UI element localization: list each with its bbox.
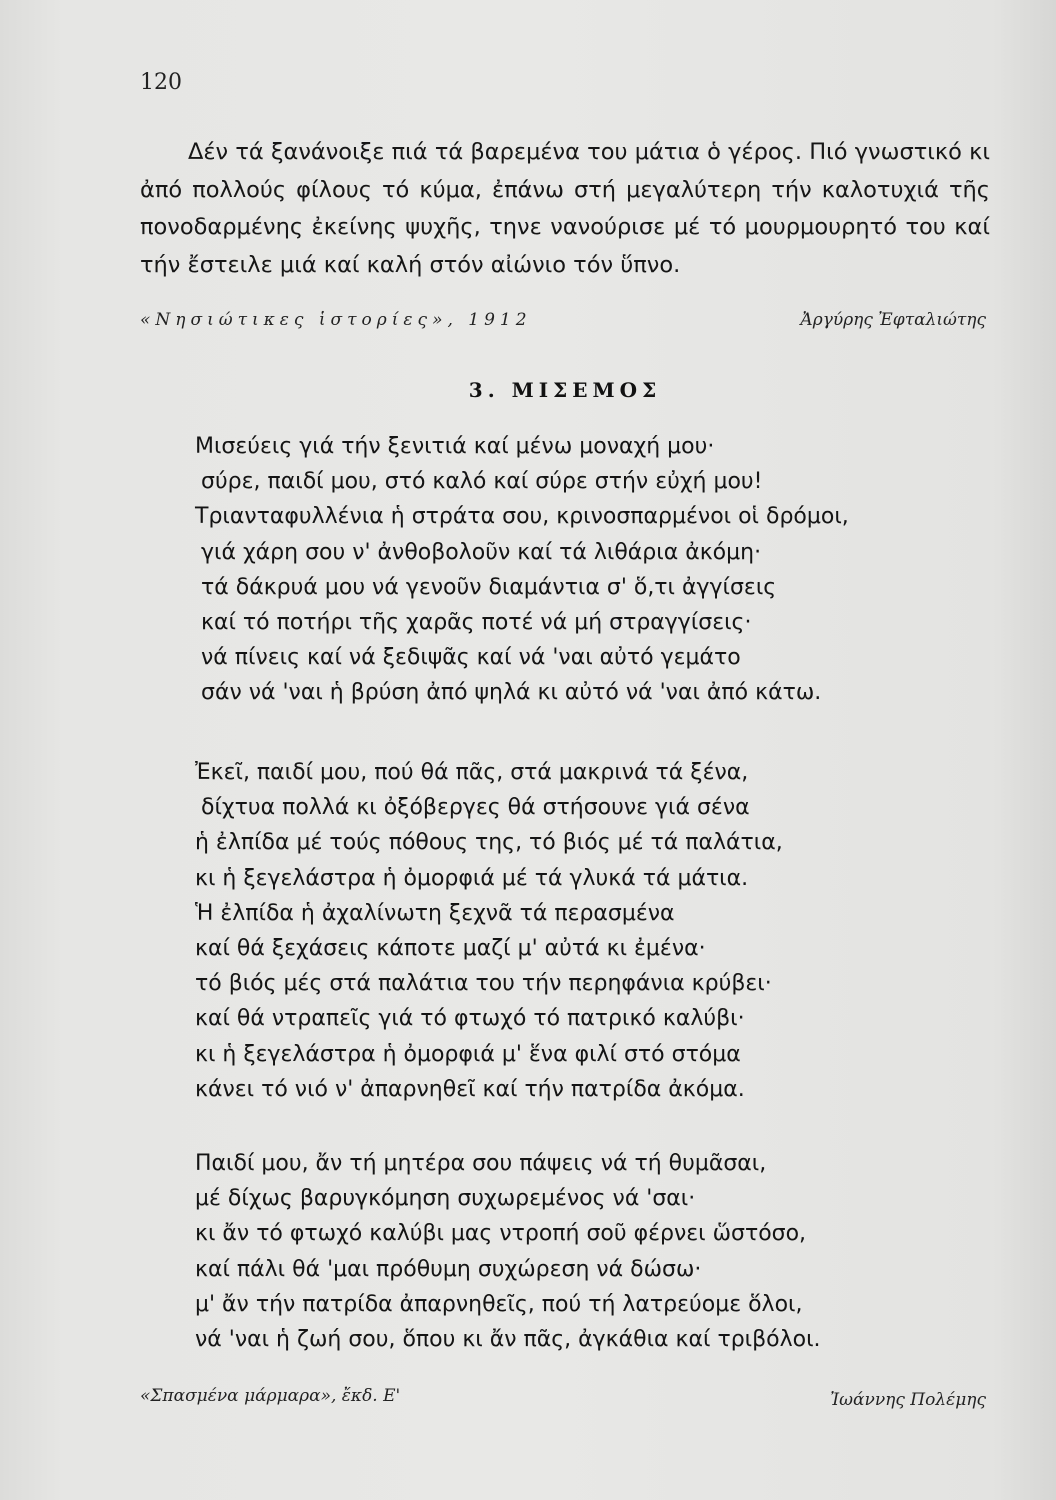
stanza-3 xyxy=(195,1146,1015,1357)
poem-line: μέ δίχως βαρυγκόμηση συχωρεμένος νά 'σαι· xyxy=(195,1186,696,1212)
poem-credit xyxy=(140,1386,986,1410)
poem-line: ἡ ἐλπίδα μέ τούς πόθους της, τό βιός μέ τά παλάτια, xyxy=(195,830,783,856)
poem-line: κάνει τό νιό ν' ἀπαρνηθεῖ καί τήν πατρίδα ἀκόμα. xyxy=(195,1076,745,1102)
page-number: 120 xyxy=(140,70,182,95)
source-title: «Νησιώτικες ἱστορίες», 1912 xyxy=(140,310,532,330)
poem-line: Ἡ ἐλπίδα ἡ ἀχαλίνωτη ξεχνᾶ τά περασμένα xyxy=(195,900,675,926)
poem-line: κι ἡ ξεγελάστρα ἡ ὀμορφιά μ' ἕνα φιλί στό στόμα xyxy=(195,1041,741,1067)
poem-line: νά 'ναι ἡ ζωή σου, ὅπου κι ἄν πᾶς, ἀγκάθια καί τριβόλοι. xyxy=(195,1326,821,1352)
stanza-2 xyxy=(195,755,1015,1107)
poem-line: Ἐκεῖ, παιδί μου, πού θά πᾶς, στά μακρινά τά ξένα, xyxy=(195,760,749,785)
poem-line: κι ἡ ξεγελάστρα ἡ ὀμορφιά μέ τά γλυκά τά μάτια. xyxy=(195,865,749,891)
poem-line: καί θά ξεχάσεις κάποτε μαζί μ' αὐτά κι ἐμένα· xyxy=(195,935,706,961)
poem-line: Μισεύεις γιά τήν ξενιτιά καί μένω μοναχή μου· xyxy=(195,434,715,459)
poem-line: σύρε, παιδί μου, στό καλό καί σύρε στήν εὐχή μου! xyxy=(201,469,763,495)
credit-author: Ἰωάννης Πολέμης xyxy=(830,1390,986,1410)
stanza-1 xyxy=(195,429,1015,711)
poem-line: καί θά ντραπεῖς γιά τό φτωχό τό πατρικό καλύβι· xyxy=(195,1006,745,1032)
poem-line: μ' ἄν τήν πατρίδα ἀπαρνηθεῖς, πού τή λατρεύομε ὅλοι, xyxy=(195,1291,803,1317)
poem-line: τό βιός μές στά παλάτια του τήν περηφάνια κρύβει· xyxy=(195,971,772,997)
poem-line: Τριανταφυλλένια ἡ στράτα σου, κρινοσπαρμένοι οἱ δρόμοι, xyxy=(195,504,849,530)
poem-title: 3. ΜΙΣΕΜΟΣ xyxy=(468,378,662,402)
poem-line: γιά χάρη σου ν' ἀνθοβολοῦν καί τά λιθάρια ἀκόμη· xyxy=(201,539,762,565)
prose-paragraph: Δέν τά ξανάνοιξε πιά τά βαρεμένα του μάτια ὁ γέρος. Πιό γνωστικό κι ἀπό πολλούς φίλους τό κύμα, ἐπάνω στή μεγαλύτερη τήν καλοτυχιά τῆς πονοδαρμένης ἐκείνης ψυχῆς, τηνε νανούρισε μέ τό μουρμουρητό του καί τήν ἔστειλε μιά καί καλή στόν αἰώνιο τόν ὕπνο. xyxy=(140,139,990,278)
poem-line: κι ἄν τό φτωχό καλύβι μας ντροπή σοῦ φέρνει ὥστόσο, xyxy=(195,1221,807,1247)
poem-line: δίχτυα πολλά κι ὀξόβεργες θά στήσουνε γιά σένα xyxy=(201,795,750,821)
source-citation xyxy=(140,310,990,330)
poem-line: τά δάκρυά μου νά γενοῦν διαμάντια σ' ὅ,τι ἀγγίσεις xyxy=(201,574,777,600)
source-author: Ἀργύρης Ἐφταλιώτης xyxy=(800,310,986,330)
poem-line: Παιδί μου, ἄν τή μητέρα σου πάψεις νά τή θυμᾶσαι, xyxy=(195,1151,767,1176)
credit-title: «Σπασμένα μάρμαρα», ἔκδ. Ε' xyxy=(140,1386,401,1406)
poem-line: νά πίνεις καί νά ξεδιψᾶς καί νά 'ναι αὐτό γεμάτο xyxy=(201,645,741,671)
poem-line: σάν νά 'ναι ἡ βρύση ἀπό ψηλά κι αὐτό νά 'ναι ἀπό κάτω. xyxy=(201,680,822,706)
poem-line: καί πάλι θά 'μαι πρόθυμη συχώρεση νά δώσω· xyxy=(195,1256,702,1282)
poem-line: καί τό ποτήρι τῆς χαρᾶς ποτέ νά μή στραγγίσεις· xyxy=(201,609,752,635)
